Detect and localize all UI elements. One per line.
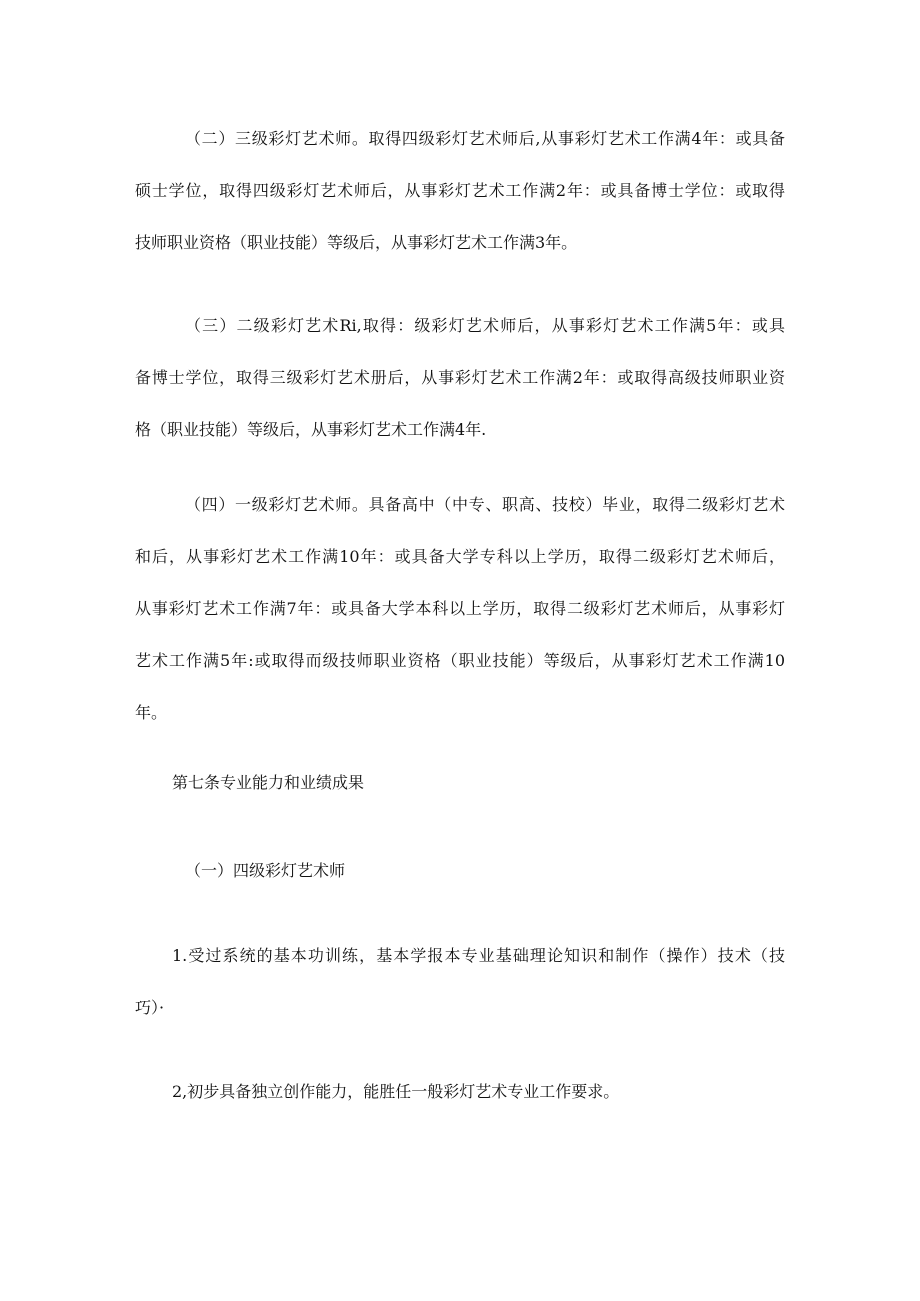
section-heading: （一）四级彩灯艺术师 (185, 861, 346, 880)
text-line: （二）三级彩灯艺术师。取得四级彩灯艺术师后,从事彩灯艺术工作满4年：或具备 (185, 129, 785, 148)
list-item: 2,初步具备独立创作能力，能胜任一般彩灯艺术专业工作要求。 (172, 1082, 620, 1101)
text-line: （四）一级彩灯艺术师。具备高中（中专、职高、技校）毕业，取得二级彩灯艺术 (185, 495, 785, 514)
article-heading: 第七条专业能力和业绩成果 (172, 773, 365, 792)
text-line: 格（职业技能）等级后，从事彩灯艺术工作满4年. (135, 420, 487, 439)
text-line: 年。 (135, 703, 168, 722)
text-line: 巧）· (135, 998, 165, 1017)
text-line: （三）二级彩灯艺术Ri,取得：级彩灯艺术师后，从事彩灯艺术工作满5年：或具 (185, 316, 785, 335)
text-line: 和后，从事彩灯艺术工作满10年：或具备大学专科以上学历，取得二级彩灯艺术师后， (135, 547, 785, 566)
text-line: 1.受过系统的基本功训练，基本学报本专业基础理论知识和制作（操作）技术（技 (172, 946, 785, 965)
text-line: 硕士学位，取得四级彩灯艺术师后，从事彩灯艺术工作满2年：或具备博士学位：或取得 (135, 181, 785, 200)
text-line: 备博士学位，取得三级彩灯艺术册后，从事彩灯艺术工作满2年：或取得高级技师职业资 (135, 368, 785, 387)
text-line: 艺术工作满5年:或取得而级技师职业资格（职业技能）等级后，从事彩灯艺术工作满10 (135, 651, 785, 670)
text-line: 从事彩灯艺术工作满7年：或具备大学本科以上学历，取得二级彩灯艺术师后，从事彩灯 (135, 599, 785, 618)
text-line: 技师职业资格（职业技能）等级后，从事彩灯艺术工作满3年。 (135, 233, 578, 252)
